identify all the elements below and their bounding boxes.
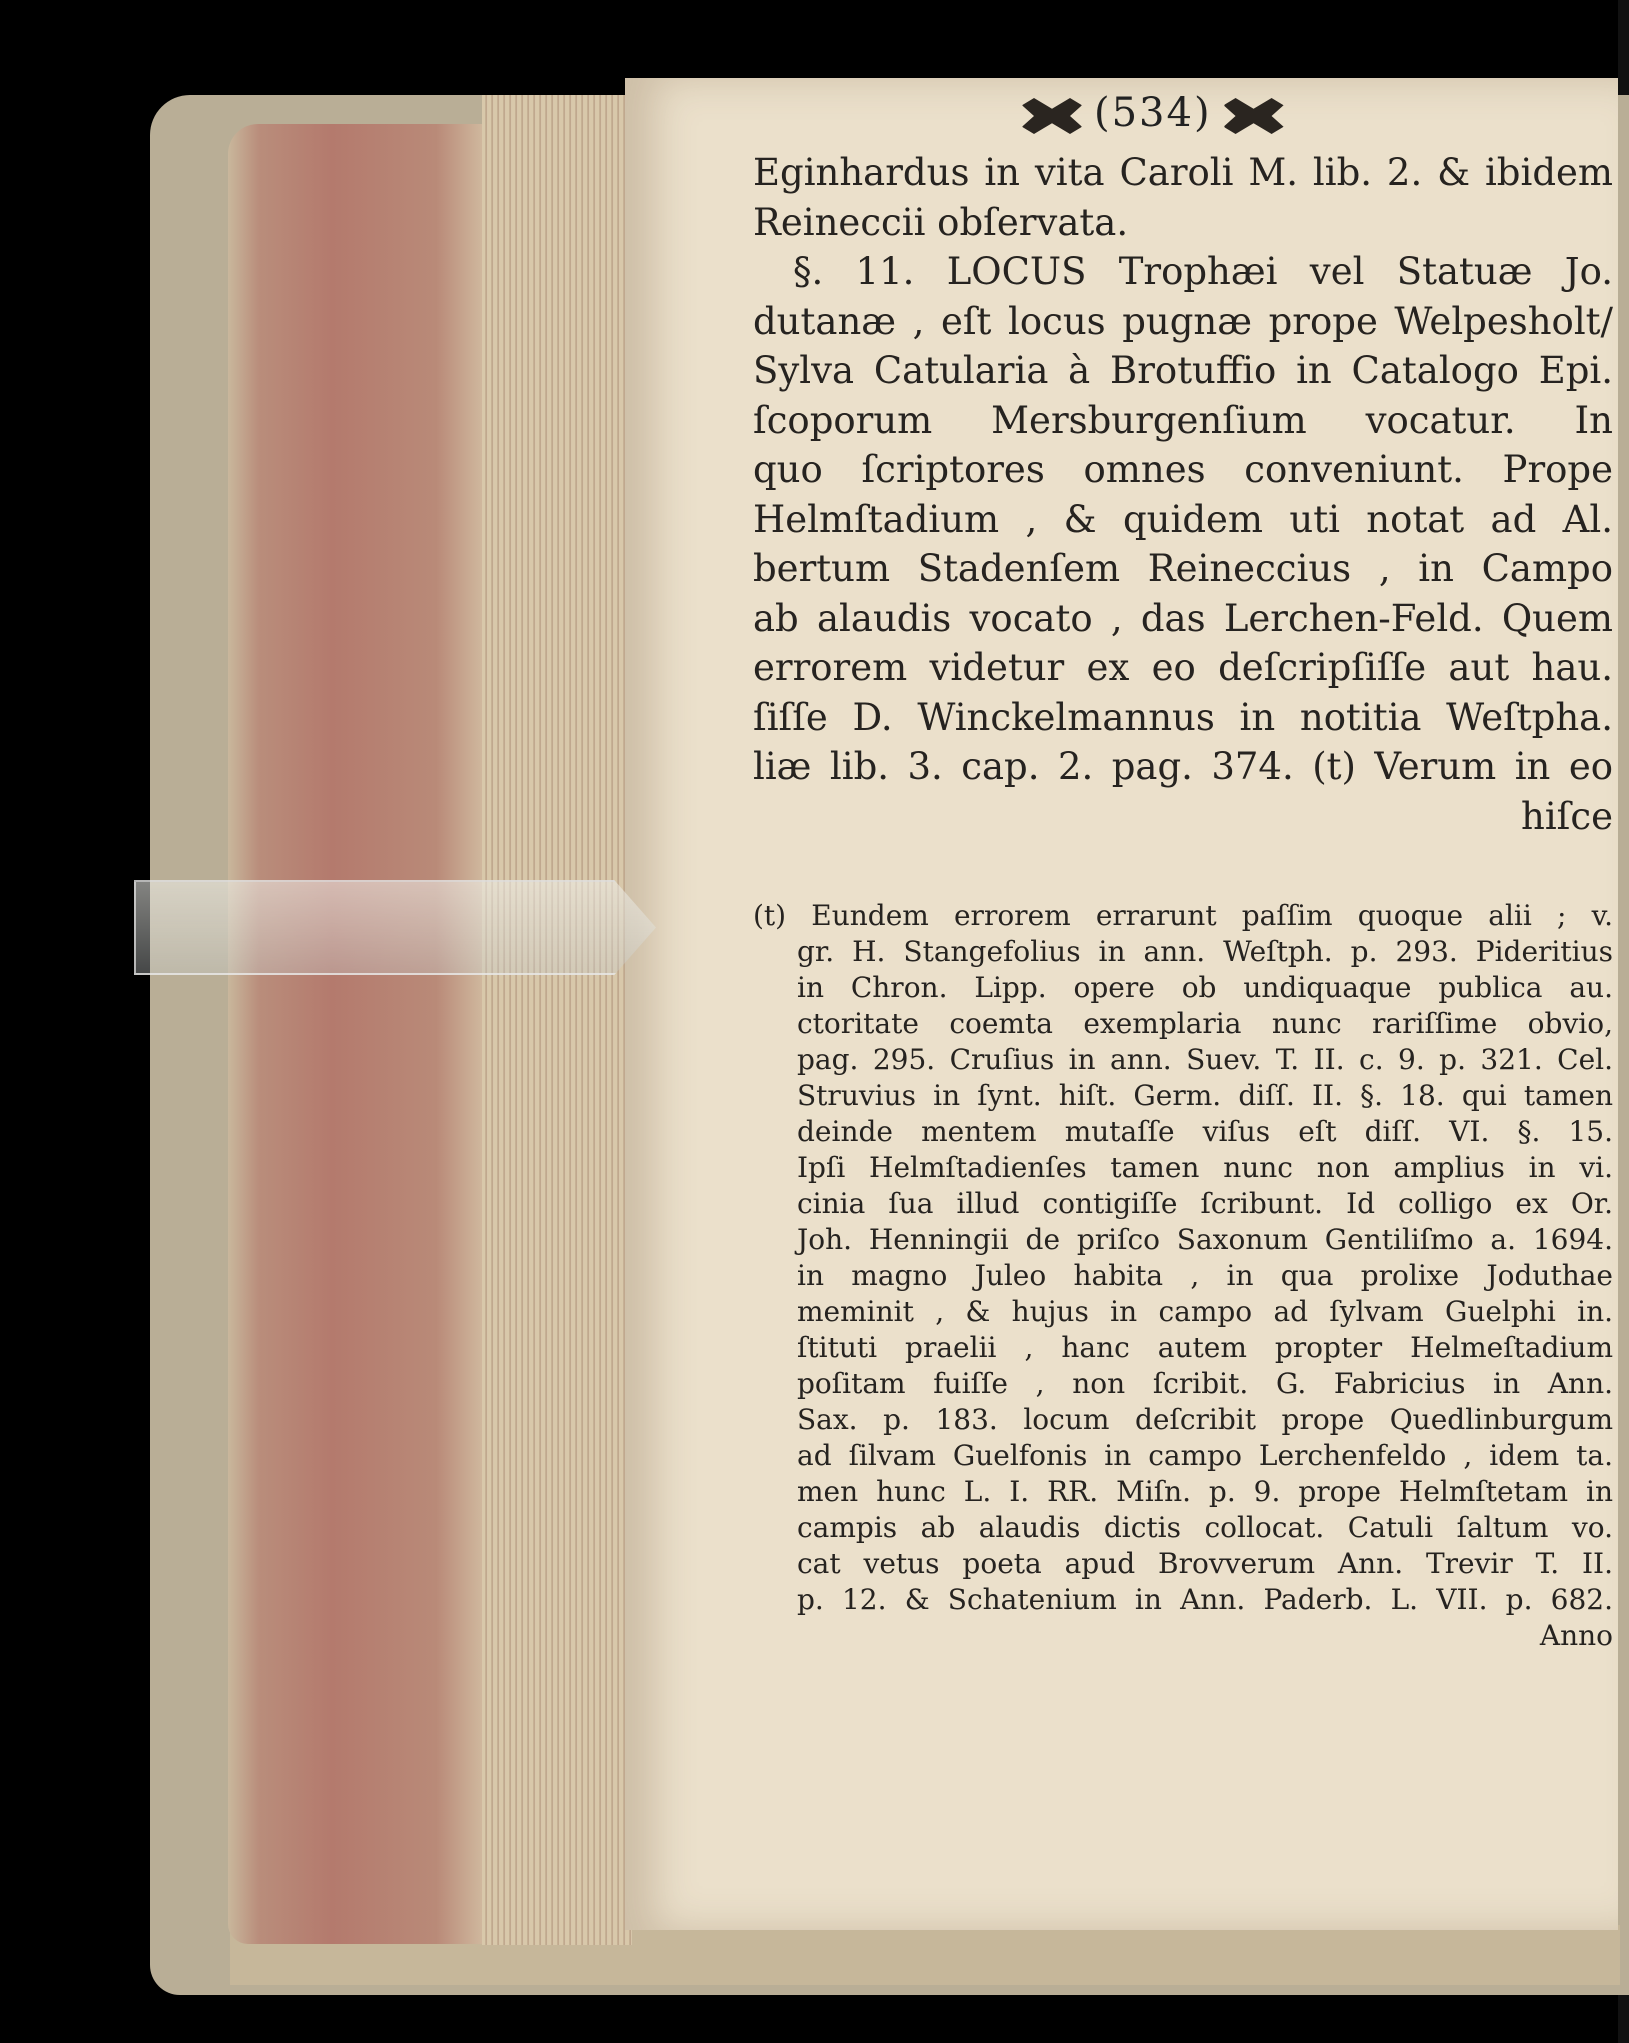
catchword: Anno (1539, 1619, 1613, 1652)
text-line: Helmſtadium , & quidem uti notat ad Al. (753, 497, 1613, 541)
catchword: hiſce (1521, 794, 1613, 838)
footnote (753, 898, 1613, 1654)
text-line: bertum Stadenſem Reineccius , in Campo (753, 547, 1613, 590)
page-stack (482, 95, 632, 1945)
text-line: §. 11. LOCUS Trophæi vel Statuæ Jo. (793, 250, 1613, 293)
footnote-line: cat vetus poeta apud Brovverum Ann. Trevir T. II. (797, 1547, 1613, 1580)
footnote-line: ctoritate coemta exemplaria nunc rariſſime obvio, (797, 1007, 1613, 1040)
footnote-line: deinde mentem mutaſſe viſus eſt diſſ. VI. §. 15. (797, 1115, 1613, 1148)
bookmark-strip (134, 880, 656, 975)
footnote-line: p. 12. & Schatenium in Ann. Paderb. L. VII. p. 682. (797, 1583, 1613, 1616)
footnote-line: poſitam fuiſſe , non ſcribit. G. Fabricius in Ann. (797, 1367, 1613, 1400)
text-line: errorem videtur ex eo deſcripſiſſe aut hau. (753, 646, 1613, 689)
ornament-left-icon (1022, 98, 1082, 134)
footnote-line: (t) Eundem errorem errarunt paſſim quoque alii ; v. (753, 899, 1613, 932)
footnote-line: campis ab alaudis dictis collocat. Catuli ſaltum vo. (797, 1511, 1613, 1544)
footnote-line: Ipſi Helmſtadienſes tamen nunc non amplius in vi. (797, 1151, 1613, 1184)
footnote-line: Sax. p. 183. locum deſcribit prope Quedlinburgum (797, 1403, 1613, 1436)
text-line: liæ lib. 3. cap. 2. pag. 374. (t) Verum in eo (753, 745, 1613, 788)
book-fore-edge (228, 124, 488, 1944)
text-line: Sylva Catularia à Brotuffio in Catalogo Epi. (753, 349, 1613, 392)
text-line: dutanæ , eſt locus pugnæ prope Welpesholt/ (753, 299, 1613, 343)
footnote-line: Struvius in ſynt. hiſt. Germ. diſſ. II. §. 18. qui tamen (797, 1079, 1613, 1112)
page-number: (534) (1094, 90, 1212, 136)
footnote-line: meminit , & hujus in campo ad ſylvam Guelphi in. (797, 1295, 1613, 1328)
text-line: Reineccii obſervata. (753, 200, 1129, 244)
text-line: Eginhardus in vita Caroli M. lib. 2. & ibidem (753, 151, 1613, 194)
page-header (1010, 90, 1296, 136)
text-line: quo ſcriptores omnes conveniunt. Prope (753, 448, 1613, 491)
main-text (753, 148, 1613, 841)
footnote-line: men hunc L. I. RR. Miſn. p. 9. prope Helmſtetam in (797, 1475, 1613, 1508)
ornament-right-icon (1224, 98, 1284, 134)
footnote-line: ſtituti praelii , hanc autem propter Helmeſtadium (797, 1331, 1613, 1364)
footnote-line: Joh. Henningii de priſco Saxonum Gentiliſmo a. 1694. (797, 1223, 1613, 1256)
footnote-line: pag. 295. Cruſius in ann. Suev. T. II. c. 9. p. 321. Cel. (797, 1043, 1613, 1076)
text-line: ſcoporum Mersburgenſium vocatur. In (753, 398, 1613, 442)
footnote-line: in magno Juleo habita , in qua prolixe Joduthae (797, 1259, 1613, 1292)
text-line: ſiſſe D. Winckelmannus in notitia Weſtpha. (753, 695, 1613, 739)
footnote-line: gr. H. Stangefolius in ann. Weſtph. p. 293. Pideritius (797, 935, 1613, 968)
footnote-line: ad ſilvam Guelfonis in campo Lerchenfeldo , idem ta. (797, 1439, 1613, 1472)
footnote-line: cinia ſua illud contigiſſe ſcribunt. Id colligo ex Or. (797, 1187, 1613, 1220)
text-line: ab alaudis vocato , das Lerchen-Feld. Quem (753, 596, 1613, 640)
footnote-line: in Chron. Lipp. opere ob undiquaque publica au. (797, 971, 1613, 1004)
